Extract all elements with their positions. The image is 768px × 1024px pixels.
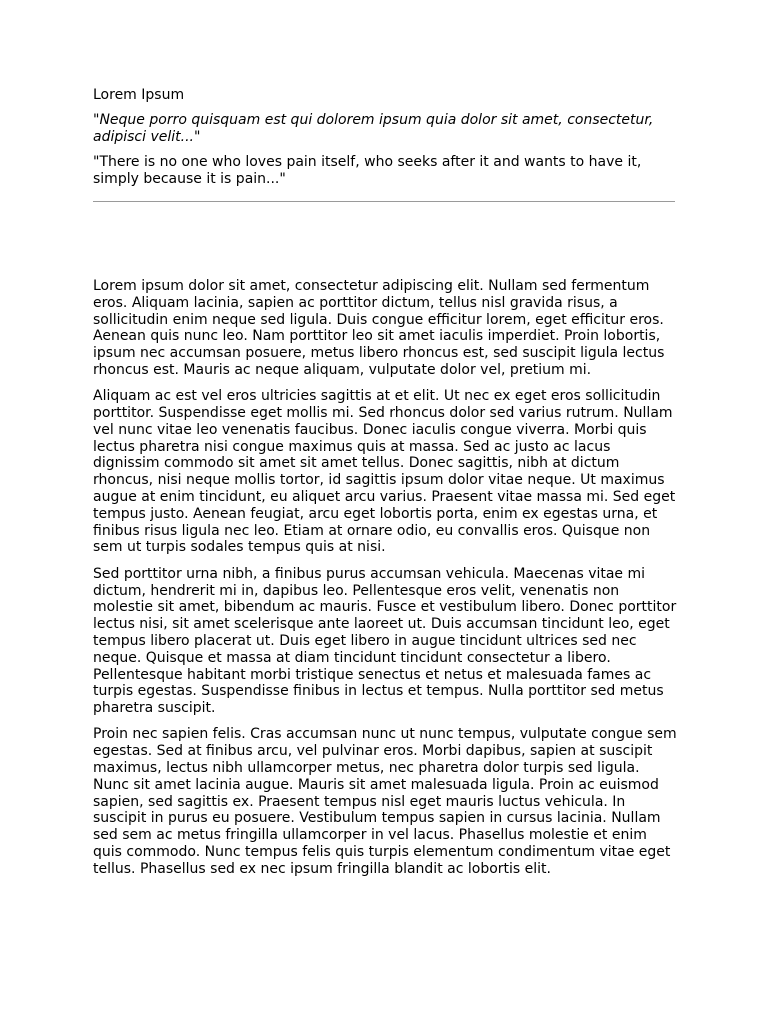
document-body [93, 278, 677, 887]
latin-quote [93, 112, 675, 146]
body-paragraph-3: Sed porttitor urna nibh, a finibus purus accumsan vehicula. Maecenas vitae mi dictum, hendrerit mi in, dapibus leo. Pellentesque eros velit, venenatis non molestie sit amet, bibendum ac mauris. Fusce et vestibulum libero. Donec porttitor lectus nisi, sit amet scelerisque ante laoreet ut. Duis accumsan tincidunt leo, eget tempus libero placerat ut. Duis eget libero in augue tincidunt ultrices sed nec neque. Quisque et massa at diam tincidunt tincidunt consectetur a libero. Pellentesque habitant morbi tristique senectus et netus et malesuada fames ac turpis egestas. Suspendisse finibus in lectus et tempus. Nulla porttitor sed metus pharetra suscipit. [93, 565, 677, 717]
body-paragraph-4: Proin nec sapien felis. Cras accumsan nunc ut nunc tempus, vulputate congue sem egestas. Sed at finibus arcu, vel pulvinar eros. Morbi dapibus, sapien at suscipit maximus, lectus nibh ullamcorper metus, nec pharetra dolor turpis sed ligula. Nunc sit amet lacinia augue. Mauris sit amet malesuada ligula. Proin ac euismod sapien, sed sagittis ex. Praesent tempus nisl eget mauris luctus vehicula. In suscipit in purus eu posuere. Vestibulum tempus sapien in cursus lacinia. Nullam sed sem ac metus fringilla ullamcorper in vel lacus. Phasellus molestie et enim quis commodo. Nunc tempus felis quis turpis elementum condimentum vitae eget tellus. Phasellus sed ex nec ipsum fringilla blandit ac lobortis elit. [93, 726, 677, 877]
document-title: Lorem Ipsum [93, 87, 185, 103]
header-divider [93, 201, 675, 202]
english-quote: "There is no one who loves pain itself, who seeks after it and wants to have it, simply because it is pain..." [93, 154, 642, 187]
latin-quote-text: Neque porro quisquam est qui dolorem ipsum quia dolor sit amet, consectetur, adipisci velit... [93, 112, 654, 145]
latin-quote-open-mark: " [93, 112, 100, 128]
document-header [93, 86, 675, 196]
body-paragraph-1: Lorem ipsum dolor sit amet, consectetur adipiscing elit. Nullam sed fermentum eros. Aliquam lacinia, sapien ac porttitor dictum, tellus nisl gravida risus, a sollicitudin enim neque sed ligula. Duis congue efficitur lorem, eget efficitur eros. Aenean quis nunc leo. Nam porttitor leo sit amet iaculis imperdiet. Proin lobortis, ipsum nec accumsan posuere, metus libero rhoncus est, sed suscipit ligula lectus rhoncus est. Mauris ac neque aliquam, vulputate dolor vel, pretium mi. [93, 278, 665, 378]
latin-quote-close-mark: " [193, 129, 201, 145]
body-paragraph-2: Aliquam ac est vel eros ultricies sagittis at et elit. Ut nec ex eget eros sollicitudin porttitor. Suspendisse eget mollis mi. Sed rhoncus dolor sed varius rutrum. Nullam vel nunc vitae leo venenatis faucibus. Donec iaculis congue viverra. Morbi quis lectus pharetra nisi congue maximus quis at massa. Sed ac justo ac lacus dignissim commodo sit amet sit amet tellus. Donec sagittis, nibh at dictum rhoncus, nisi neque mollis tortor, id sagittis ipsum dolor vitae neque. Ut maximus augue at enim tincidunt, eu aliquet arcu varius. Praesent vitae massa mi. Sed eget tempus justo. Aenean feugiat, arcu eget lobortis porta, enim ex egestas urna, et finibus risus ligula nec leo. Etiam at ornare odio, eu convallis eros. Quisque non sem ut turpis sodales tempus quis at nisi. [93, 388, 676, 556]
